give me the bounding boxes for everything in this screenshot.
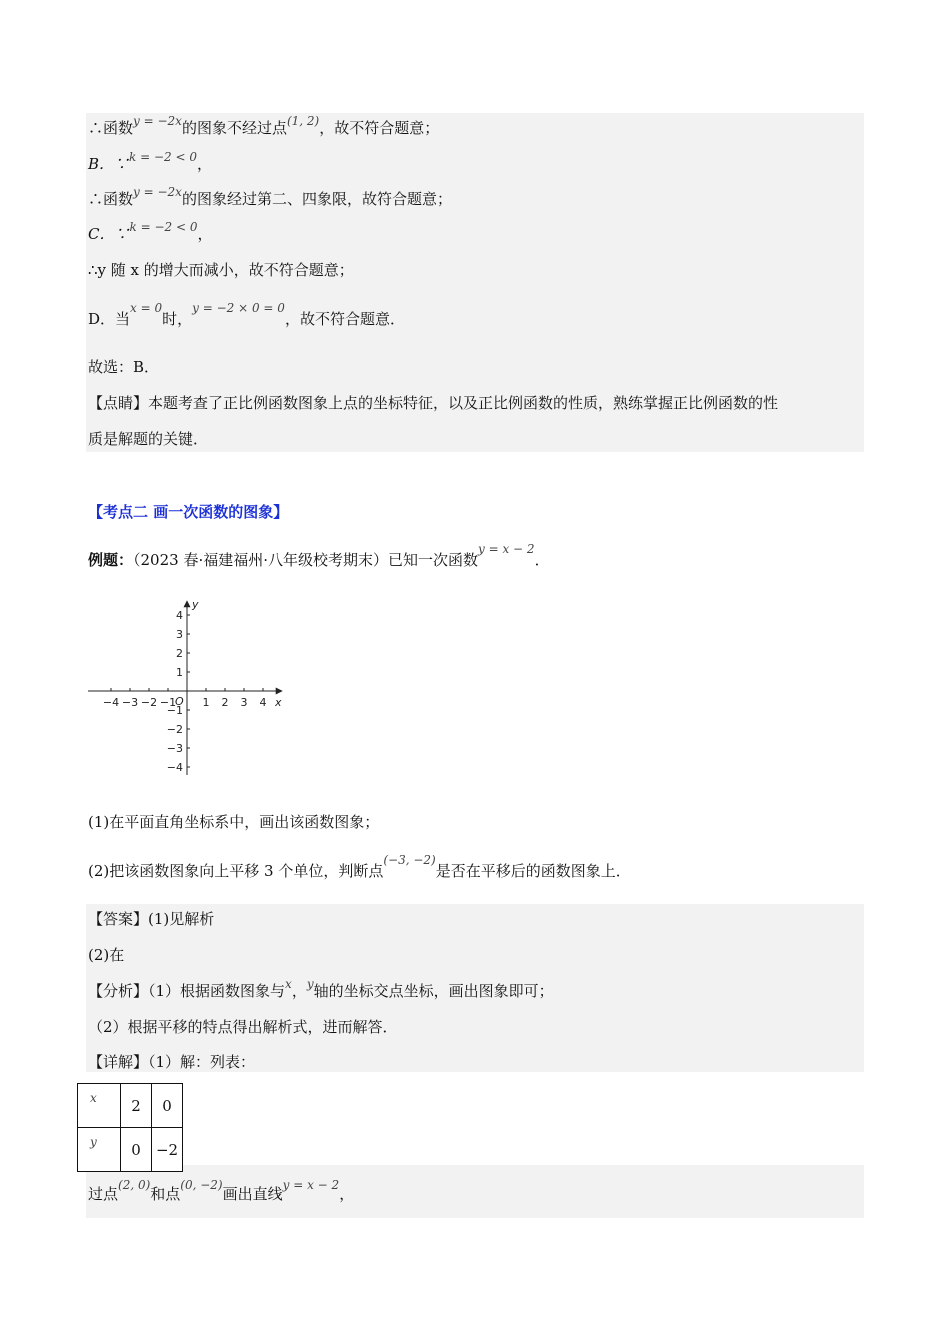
x-axis-label: x xyxy=(275,696,282,709)
last-line: 过点$^{(2, 0)}$和点$^{(0, -2)}$画出直线$^{y = x - 2}$， xyxy=(88,1178,355,1203)
y-tick-label: −4 xyxy=(166,761,183,774)
math-expr: x xyxy=(285,977,292,991)
remark-line-1: 【点睛】本题考查了正比例函数图象上点的坐标特征，以及正比例函数的性质，熟练掌握正比例函数的性 xyxy=(88,394,779,412)
table-row xyxy=(78,1128,183,1172)
question-1: (1)在平面直角坐标系中，画出该函数图象； xyxy=(88,813,380,831)
line-2: B．∵$^{k = -2 < 0}$， xyxy=(88,150,213,173)
math-expr: x = 0 xyxy=(130,301,163,315)
table-cell: y xyxy=(90,1135,97,1149)
x-tick-label: −2 xyxy=(140,696,158,709)
answer-line-2: (2)在 xyxy=(88,946,125,964)
line-7: 故选：B． xyxy=(88,358,160,376)
table-cell: 0 xyxy=(121,1128,152,1172)
analysis-line: 【分析】（1）根据函数图象与$^x$，$^y$轴的坐标交点坐标，画出图象即可； xyxy=(88,977,554,1000)
y-tick-label: −3 xyxy=(166,742,183,755)
example-line: 例题：（2023 春·福建福州·八年级校考期末）已知一次函数$^{y = x - 2}$． xyxy=(88,542,550,569)
math-expr: (2, 0) xyxy=(118,1178,151,1192)
y-tick-label: −1 xyxy=(166,704,183,717)
math-expr: k = −2 < 0 xyxy=(129,150,197,164)
math-expr: y = −2x xyxy=(133,114,182,128)
line-5: ∴y 随 x 的增大而减小，故不符合题意； xyxy=(88,261,354,279)
x-tick-label: −3 xyxy=(121,696,139,709)
math-expr: (1, 2) xyxy=(286,114,320,128)
remark-line-2: 质是解题的关键． xyxy=(88,430,209,448)
x-tick-label: 2 xyxy=(221,696,229,709)
detail-line: 【详解】（1）解：列表： xyxy=(88,1053,256,1071)
table-cell: x xyxy=(90,1091,97,1105)
line-3: ∴函数$^{y = -2x}$的图象经过第二、四象限，故符合题意； xyxy=(88,185,452,208)
x-tick-label: 3 xyxy=(240,696,248,709)
line-6: D．当$^{x = 0}$时，$^{y = -2 \times 0 = 0}$，故不符合题意． xyxy=(88,301,405,328)
x-tick-label: 1 xyxy=(202,696,210,709)
analysis-line-2: （2）根据平移的特点得出解析式，进而解答． xyxy=(88,1018,398,1036)
y-tick-label: 4 xyxy=(176,609,183,622)
x-tick-label: 4 xyxy=(259,696,267,709)
math-expr: y xyxy=(306,977,314,991)
table-cell: 0 xyxy=(152,1084,183,1128)
section-title: 【考点二 画一次函数的图象】 xyxy=(88,503,289,521)
table-row xyxy=(78,1084,183,1128)
math-expr: (−3, −2) xyxy=(383,853,436,867)
y-tick-label: 2 xyxy=(176,647,183,660)
math-expr: y = x − 2 xyxy=(282,1178,340,1192)
math-expr: k = −2 < 0 xyxy=(129,220,198,234)
x-tick-label: −1 xyxy=(159,696,177,709)
math-expr: y = x − 2 xyxy=(478,542,535,556)
math-expr: (0, −2) xyxy=(180,1178,223,1192)
question-2: (2)把该函数图象向上平移 3 个单位，判断点$^{(-3, -2)}$是否在平移后的函数图象上． xyxy=(88,853,631,880)
y-axis-label: y xyxy=(192,598,199,611)
line-4: C．∵$^{k = -2 < 0}$， xyxy=(88,220,213,243)
table-cell: −2 xyxy=(152,1128,183,1172)
math-expr: y = −2 × 0 = 0 xyxy=(192,301,285,315)
table-cell: 2 xyxy=(121,1084,152,1128)
y-tick-label: −2 xyxy=(166,723,183,736)
y-tick-label: 3 xyxy=(176,628,183,641)
value-table xyxy=(77,1083,183,1172)
origin-label: O xyxy=(175,695,184,708)
answer-line: 【答案】(1)见解析 xyxy=(88,910,215,928)
line-1: ∴函数$^{y = -2x}$的图象不经过点$^{(1, 2)}$，故不符合题意； xyxy=(88,114,440,137)
x-tick-label: −4 xyxy=(102,696,120,709)
y-tick-label: 1 xyxy=(176,666,183,679)
coordinate-grid xyxy=(80,595,300,785)
math-expr: y = −2x xyxy=(133,185,182,199)
